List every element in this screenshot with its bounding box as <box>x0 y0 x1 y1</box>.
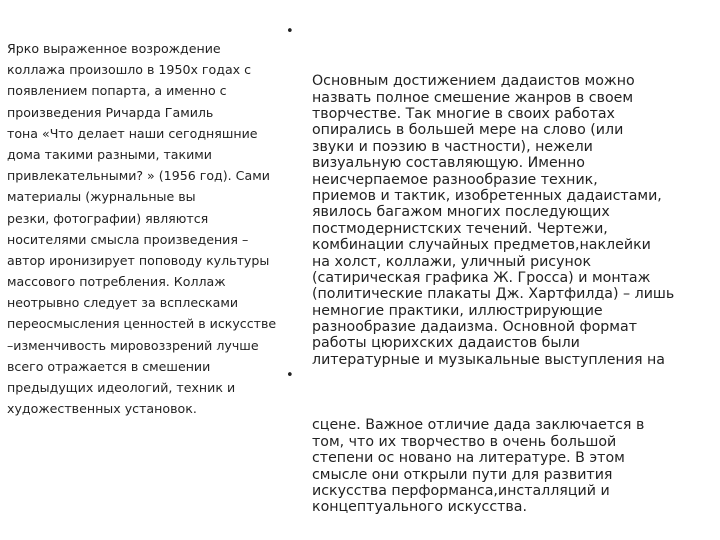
text-line: том, что их творчество в очень большой <box>312 433 617 450</box>
text-line: неотрывно следует за всплесками <box>7 295 239 311</box>
text-line: неисчерпаемое разнообразие техник, <box>312 171 598 188</box>
text-line: творчестве. Так многие в своих работах <box>312 106 615 122</box>
left-text-column <box>7 38 277 419</box>
text-line: на холст, коллажи, уличный рисунок <box>312 253 592 270</box>
text-line: (сатирическая графика Ж. Гросса) и монтаж <box>312 269 651 286</box>
text-line: всего отражается в смешении <box>7 358 211 374</box>
text-line: коллажа произошло в 1950х годах с <box>7 62 252 78</box>
text-line: приемов и тактик, изобретенных дадаистами, <box>312 187 662 204</box>
text-line: немногие практики, иллюстрирующие <box>312 302 603 319</box>
text-line: литературные и музыкальные выступления на <box>312 351 665 368</box>
text-line: концептуального искусства. <box>312 499 527 516</box>
text-line: резки, фотографии) являются <box>7 210 209 226</box>
text-line: тона «Что делает наши сегодняшние <box>7 125 258 141</box>
bullet-icon: • <box>286 24 294 39</box>
text-line: произведения Ричарда Гамиль <box>7 104 214 120</box>
text-line: искусства перформанса,инсталляций и <box>312 483 610 500</box>
text-line: предыдущих идеологий, техник и <box>7 380 236 395</box>
text-line: массового потребления. Коллаж <box>7 274 226 290</box>
text-line: носителями смысла произведения – <box>7 231 249 247</box>
text-line <box>312 417 712 433</box>
text-line: визуальную составляющую. Именно <box>312 155 585 172</box>
text-line: разнообразие дадаизма. Основной формат <box>312 319 637 336</box>
right-text-column <box>286 24 712 516</box>
text-line: переосмысления ценностей в искусстве <box>7 316 277 332</box>
text-line: (политические плакаты Дж. Хартфилда) – лишь <box>312 286 675 303</box>
text-line: работы цюрихских дадаистов были <box>312 335 580 352</box>
text-line: появлением попарта, а именно с <box>7 83 227 99</box>
text-line: художественных установок. <box>7 401 197 417</box>
bullet-icon: • <box>286 368 294 384</box>
text-line: Ярко выраженное возрождение <box>7 41 221 56</box>
text-line: дома такими разными, такими <box>7 146 212 162</box>
bullet-paragraph-1 <box>286 24 712 368</box>
text-line: смысле они открыли пути для развития <box>312 466 613 483</box>
text-line: постмодернистских течений. Чертежи, <box>312 220 608 237</box>
text-line: степени ос новано на литературе. В этом <box>312 450 625 467</box>
text-line: комбинации случайных предметов,наклейки <box>312 237 651 254</box>
text-line: Основным достижением дадаистов можно <box>312 73 635 90</box>
text-fragment: сцене. <box>312 417 361 434</box>
text-line: автор иронизирует поповоду культуры <box>7 252 270 268</box>
text-line: материалы (журнальные вы <box>7 189 196 205</box>
text-fragment: Важное отличие дада заключается в <box>365 417 645 434</box>
text-line: назвать полное смешение жанров в своем <box>312 89 634 106</box>
text-line: звуки и поэзию в частности), нежели <box>312 138 593 155</box>
text-line: опирались в большей мере на слово (или <box>312 122 624 139</box>
bullet-paragraph-2 <box>286 368 712 516</box>
text-line: привлекательными? » (1956 год). Сами <box>7 168 270 184</box>
text-line: явилось багажом многих последующих <box>312 204 610 221</box>
text-line: –изменчивость мировоззрений лучше <box>7 337 259 353</box>
